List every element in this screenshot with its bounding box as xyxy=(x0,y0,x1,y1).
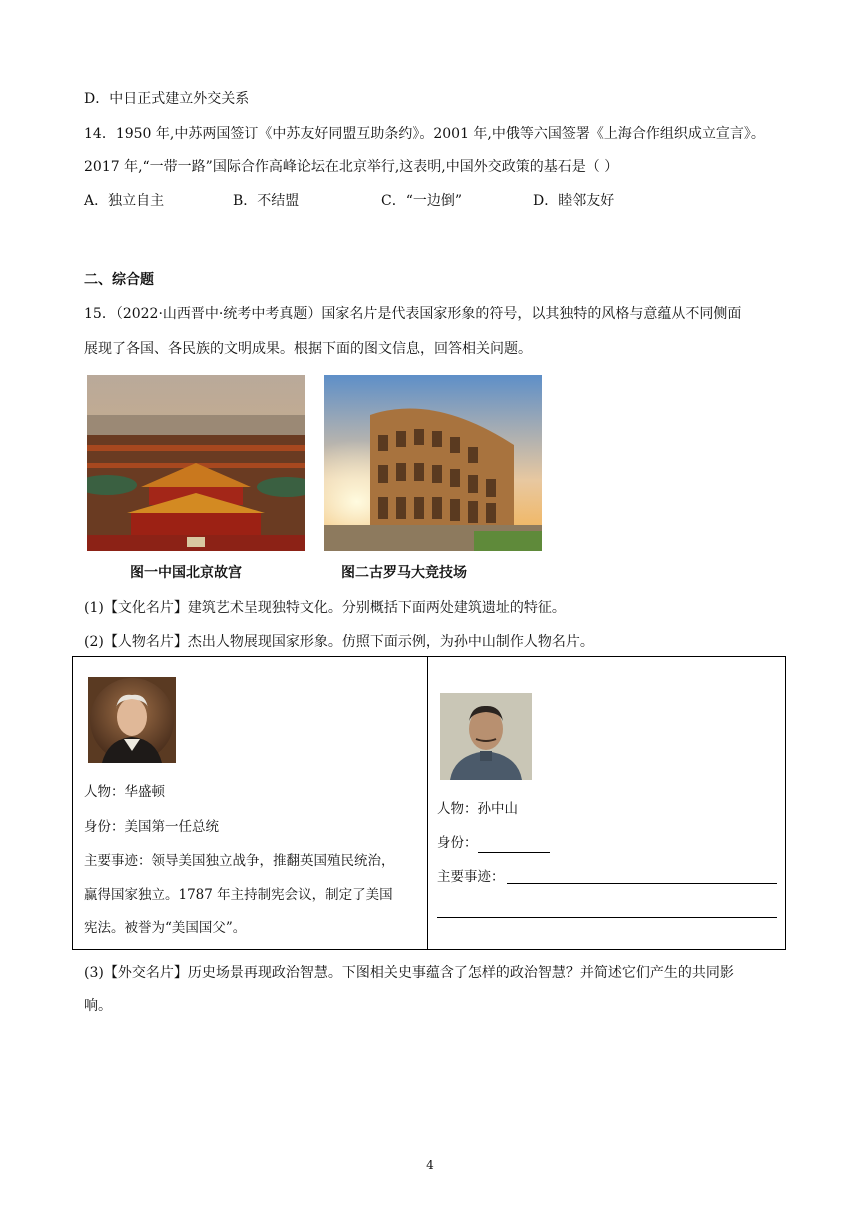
person-card-table xyxy=(72,656,786,950)
table-divider xyxy=(427,657,428,949)
q13-option-d: D．中日正式建立外交关系 xyxy=(84,91,250,107)
q14-option-d: D．睦邻友好 xyxy=(533,193,615,209)
right-person: 人物：孙中山 xyxy=(437,801,518,817)
q15-stem-line2: 展现了各国、各民族的文明成果。根据下面的图文信息，回答相关问题。 xyxy=(84,341,532,357)
q14-stem-line1: 14．1950 年,中苏两国签订《中苏友好同盟互助条约》。2001 年,中俄等六国签署《上海合作组织成立宣言》。 xyxy=(84,126,765,142)
q15-sub3-line1: (3)【外交名片】历史场景再现政治智慧。下图相关史事蕴含了怎样的政治智慧？并简述它们产生的共同影 xyxy=(84,965,734,981)
q15-stem-line1: 15．（2022·山西晋中·统考中考真题）国家名片是代表国家形象的符号，以其独特的风格与意蕴从不同侧面 xyxy=(84,306,742,322)
q15-sub3-line2: 响。 xyxy=(84,998,112,1014)
figure1-caption: 图一中国北京故宫 xyxy=(130,565,242,581)
right-deeds: 主要事迹： xyxy=(437,869,505,885)
figure2-caption: 图二古罗马大竞技场 xyxy=(341,565,467,581)
q14-option-c: C．“一边倒” xyxy=(381,193,463,209)
washington-portrait xyxy=(88,677,176,763)
right-identity-label: 身份： xyxy=(437,835,478,851)
sun-yat-sen-portrait xyxy=(440,693,532,780)
left-person: 人物：华盛顿 xyxy=(84,784,165,800)
deeds-answer-blank-1[interactable] xyxy=(507,883,777,884)
q15-sub2: (2)【人物名片】杰出人物展现国家形象。仿照下面示例，为孙中山制作人物名片。 xyxy=(84,634,594,650)
q14-stem-line2: 2017 年,“一带一路”国际合作高峰论坛在北京举行,这表明,中国外交政策的基石是（ ） xyxy=(84,159,619,175)
q14-option-a: A．独立自主 xyxy=(84,193,165,209)
deeds-answer-blank-2[interactable] xyxy=(437,917,777,918)
left-deeds-line1: 主要事迹：领导美国独立战争，推翻英国殖民统治， xyxy=(84,853,395,869)
q14-option-b: B．不结盟 xyxy=(233,193,300,209)
colosseum-photo xyxy=(324,375,542,551)
page-number: 4 xyxy=(426,1158,434,1172)
forbidden-city-photo xyxy=(87,375,305,551)
q15-sub1: (1)【文化名片】建筑艺术呈现独特文化。分别概括下面两处建筑遗址的特征。 xyxy=(84,600,566,616)
left-deeds-line2: 赢得国家独立。1787 年主持制宪会议，制定了美国 xyxy=(84,887,393,903)
left-identity: 身份：美国第一任总统 xyxy=(84,819,219,835)
section-title: 二、综合题 xyxy=(84,272,154,288)
left-deeds-line3: 宪法。被誉为“美国国父”。 xyxy=(84,920,247,936)
identity-answer-blank[interactable] xyxy=(478,838,550,853)
right-identity xyxy=(437,833,550,853)
